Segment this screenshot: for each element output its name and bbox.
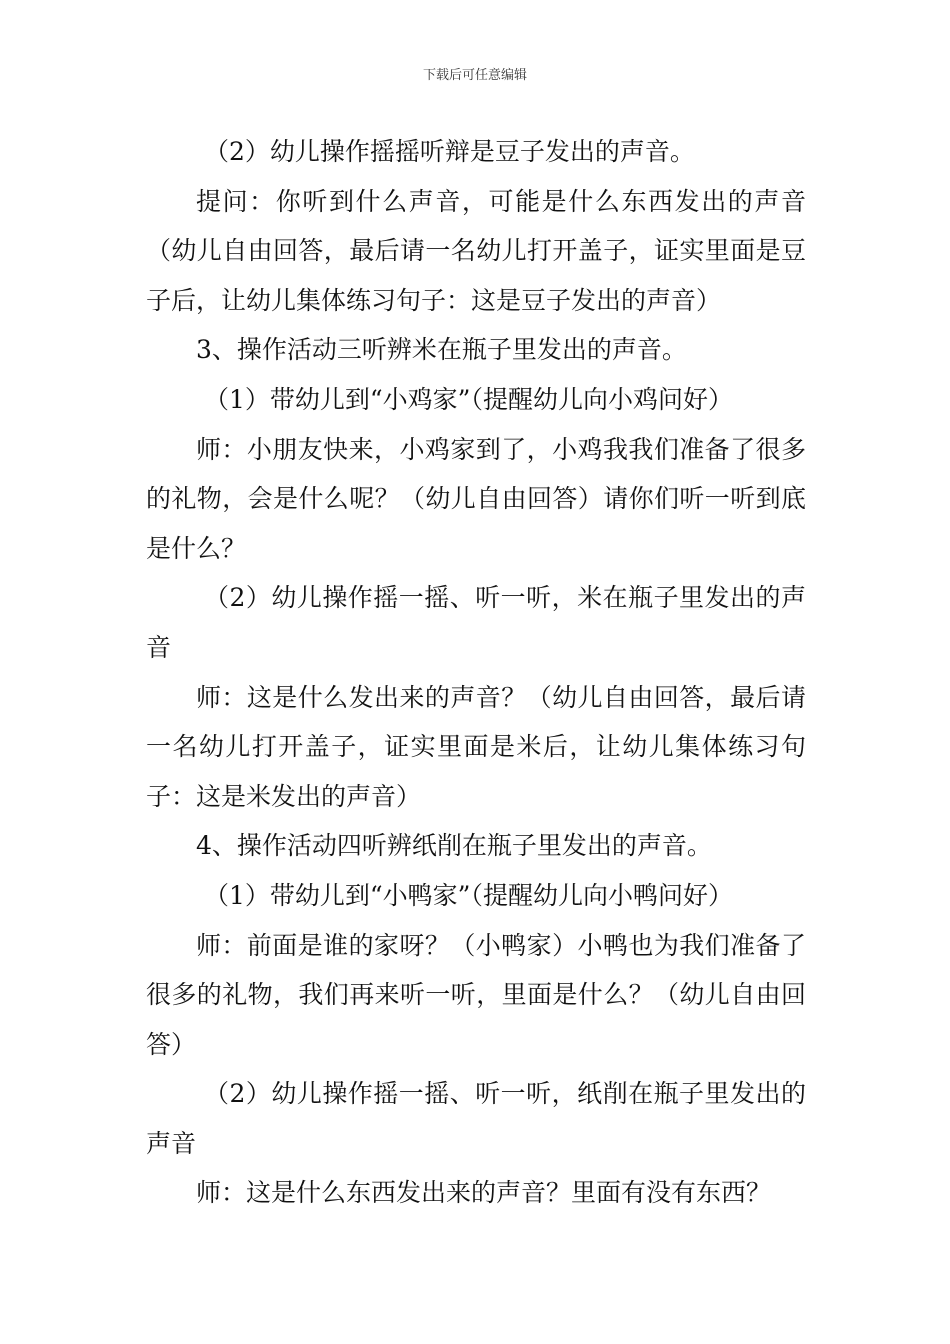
paragraph-3: 3、操作活动三听辨米在瓶子里发出的声音。 <box>196 335 687 365</box>
paragraph-11: （2）幼儿操作摇一摇、听一听，纸削在瓶子里发出的声音 <box>146 1079 806 1158</box>
paragraph-10: 师：前面是谁的家呀？（小鸭家）小鸭也为我们准备了很多的礼物，我们再来听一听，里面是什么？（幼儿自由回答） <box>146 930 806 1059</box>
paragraph-1: （2）幼儿操作摇摇听辩是豆子发出的声音。 <box>204 137 695 166</box>
document-body <box>146 127 806 1218</box>
paragraph-5: 师：小朋友快来，小鸡家到了，小鸡我我们准备了很多的礼物，会是什么呢？（幼儿自由回答）请你们听一听到底是什么？ <box>146 434 806 563</box>
page-header: 下载后可任意编辑 <box>422 68 527 83</box>
paragraph-4: （1）带幼儿到“小鸡家”（提醒幼儿向小鸡问好） <box>204 384 733 414</box>
paragraph-12: 师：这是什么东西发出来的声音？里面有没有东西？ <box>196 1178 772 1208</box>
paragraph-7: 师：这是什么发出来的声音？（幼儿自由回答，最后请一名幼儿打开盖子，证实里面是米后，让幼儿集体练习句子：这是米发出的声音） <box>146 682 806 811</box>
paragraph-6: （2）幼儿操作摇一摇、听一听，米在瓶子里发出的声音 <box>146 583 806 662</box>
paragraph-8: 4、操作活动四听辨纸削在瓶子里发出的声音。 <box>196 831 712 861</box>
paragraph-9: （1）带幼儿到“小鸭家”（提醒幼儿向小鸭问好） <box>204 880 733 910</box>
paragraph-2: 提问：你听到什么声音，可能是什么东西发出的声音（幼儿自由回答，最后请一名幼儿打开盖子，证实里面是豆子后，让幼儿集体练习句子：这是豆子发出的声音） <box>146 186 806 315</box>
